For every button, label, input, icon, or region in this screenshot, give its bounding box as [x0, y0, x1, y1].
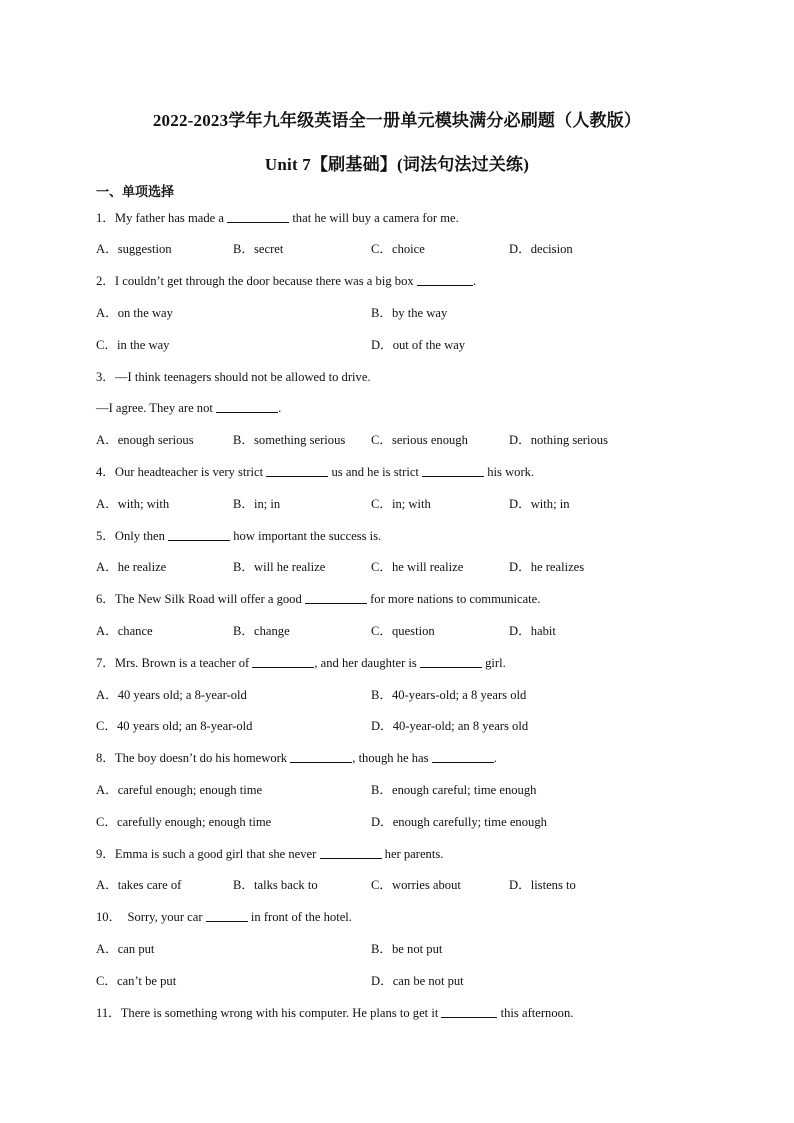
- answer-blank: [441, 1005, 497, 1018]
- option-d: D．habit: [509, 624, 556, 638]
- answer-blank: [206, 909, 248, 922]
- answer-blank: [420, 655, 482, 668]
- question-3: 3．—I think teenagers should not be allowed to drive.: [96, 370, 371, 384]
- option-c: C．he will realize: [371, 560, 464, 574]
- option-b: B．change: [233, 624, 290, 638]
- option-c: C．carefully enough; enough time: [96, 815, 272, 829]
- option-d: D．decision: [509, 242, 573, 256]
- option-c: C．choice: [371, 242, 425, 256]
- answer-blank: [305, 591, 367, 604]
- option-c: C．question: [371, 624, 435, 638]
- question-1: 1．My father has made a that he will buy a camera for me.: [96, 211, 459, 225]
- answer-blank: [227, 210, 289, 223]
- option-b: B．will he realize: [233, 560, 326, 574]
- document-title: 2022-2023学年九年级英语全一册单元模块满分必刷题（人教版）: [152, 111, 642, 130]
- option-b: B．40-years-old; a 8 years old: [371, 688, 527, 702]
- question-9: 9．Emma is such a good girl that she never her parents.: [96, 847, 444, 861]
- section-heading: 一、单项选择: [96, 184, 175, 199]
- option-d: D．with; in: [509, 497, 570, 511]
- option-d: D．enough carefully; time enough: [371, 815, 547, 829]
- question-5: 5．Only then how important the success is.: [96, 529, 382, 543]
- option-c: C．in; with: [371, 497, 431, 511]
- option-b: B．secret: [233, 242, 284, 256]
- question-4: 4．Our headteacher is very strict us and he is strict his work.: [96, 465, 535, 479]
- option-c: C．serious enough: [371, 433, 468, 447]
- option-c: C．can’t be put: [96, 974, 177, 988]
- option-a: A．with; with: [96, 497, 170, 511]
- option-a: A．enough serious: [96, 433, 194, 447]
- answer-blank: [168, 528, 230, 541]
- question-2: 2．I couldn’t get through the door because there was a big box .: [96, 274, 476, 288]
- option-c: C．40 years old; an 8-year-old: [96, 719, 253, 733]
- option-b: B．in; in: [233, 497, 281, 511]
- option-d: D．can be not put: [371, 974, 464, 988]
- option-a: A．takes care of: [96, 878, 182, 892]
- answer-blank: [432, 750, 494, 763]
- option-a: A．chance: [96, 624, 153, 638]
- option-c: C．worries about: [371, 878, 461, 892]
- option-b: B．by the way: [371, 306, 448, 320]
- answer-blank: [320, 846, 382, 859]
- answer-blank: [290, 750, 352, 763]
- option-d: D．out of the way: [371, 338, 466, 352]
- option-d: D．40-year-old; an 8 years old: [371, 719, 529, 733]
- option-b: B．talks back to: [233, 878, 318, 892]
- question-11: 11．There is something wrong with his computer. He plans to get it this afternoon.: [96, 1006, 574, 1020]
- option-b: B．be not put: [371, 942, 443, 956]
- answer-blank: [216, 400, 278, 413]
- option-a: A．can put: [96, 942, 155, 956]
- option-d: D．listens to: [509, 878, 576, 892]
- option-b: B．enough careful; time enough: [371, 783, 537, 797]
- document-subtitle: Unit 7【刷基础】(词法句法过关练): [264, 155, 530, 174]
- option-a: A．on the way: [96, 306, 173, 320]
- answer-blank: [417, 273, 473, 286]
- option-c: C．in the way: [96, 338, 170, 352]
- question-6: 6．The New Silk Road will offer a good for more nations to communicate.: [96, 592, 541, 606]
- answer-blank: [422, 464, 484, 477]
- option-d: D．nothing serious: [509, 433, 608, 447]
- question-3-reply: —I agree. They are not .: [96, 401, 282, 415]
- option-a: A．suggestion: [96, 242, 172, 256]
- answer-blank: [266, 464, 328, 477]
- option-a: A．40 years old; a 8-year-old: [96, 688, 247, 702]
- option-a: A．he realize: [96, 560, 167, 574]
- option-a: A．careful enough; enough time: [96, 783, 263, 797]
- answer-blank: [252, 655, 314, 668]
- question-8: 8．The boy doesn’t do his homework , though he has .: [96, 751, 497, 765]
- question-10: 10． Sorry, your car in front of the hotel.: [96, 910, 352, 924]
- option-b: B．something serious: [233, 433, 346, 447]
- question-7: 7．Mrs. Brown is a teacher of , and her daughter is girl.: [96, 656, 506, 670]
- option-d: D．he realizes: [509, 560, 585, 574]
